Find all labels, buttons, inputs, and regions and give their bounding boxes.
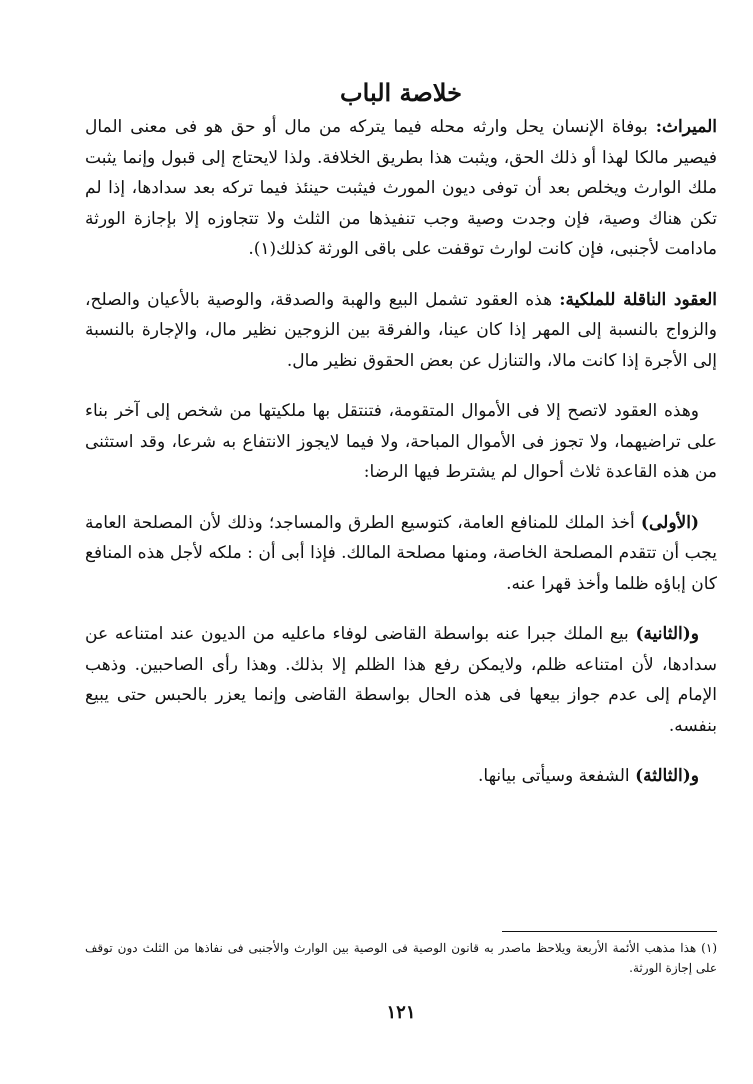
page-number: ١٢١ [386,1002,416,1023]
paragraph-transfer-contracts [85,285,717,377]
paragraph-text: هذه العقود تشمل البيع والهبة والصدقة، والوصية بالأعيان والصلح، والزواج بالنسبة إلى المهر إذا كان عينا، والفرقة بين الزوجين نظير مال، والإجارة بالنسبة إلى الأجرة إذا كانت مالا، والتنازل عن بعض الحقوق نظير مال. [85,289,717,371]
paragraph-text: بيع الملك جبرا عنه بواسطة القاضى لوفاء ماعليه من الديون عند امتناعه عن سدادها، لأن امتناعه ظلم، ولايمكن رفع هذا الظلم إلا بذلك. وهذا رأى الصاحبين. وذهب الإمام إلى عدم جواز بيعها فى هذه الحال بواسطة القاضى وإنما يعزر بالحبس حتى يبيع بنفسه. [85,624,717,736]
footnote: (١) هذا مذهب الأئمة الأربعة ويلاحظ ماصدر به قانون الوصية فى الوصية بين الوارث والأجنبى فى نفاذها من الثلث دون توقف على إجازة الورثة. [85,941,717,975]
paragraph-text: وهذه العقود لاتصح إلا فى الأموال المتقومة، فتنتقل بها ملكيتها من شخص إلى آخر بناء على تراضيهما، ولا تجوز فى الأموال المباحة، ولا فيما لايجوز الانتفاع به شرعا، وقد استثنى من هذه القاعدة ثلاث أحوال لم يشترط فيها الرضا: [85,401,717,482]
footnote-divider [502,931,717,932]
section-title: خلاصة الباب [340,78,462,107]
paragraph-lead: الميراث: [655,117,717,137]
paragraph-inheritance [85,112,717,265]
document-page [85,0,717,1084]
paragraph-text: الشفعة وسيأتى بيانها. [478,766,636,786]
paragraph-third-case [85,761,717,792]
paragraph-conditions [85,396,717,488]
paragraph-first-case [85,508,717,600]
paragraph-text: بوفاة الإنسان يحل وارثه محله فيما يتركه من مال أو حق هو فى معنى المال فيصير مالكا لهذا أو ذلك الحق، ويثبت هذا بطريق الخلافة. ولذا لايحتاج إلى قبول وإنما يثبت ملك الوارث ويخلص بعد أن توفى ديون المورث فيثبت حينئذ فيما تركه بعد سدادها، إذا لم تكن هناك وصية، فإن وجدت وصية وجب تنفيذها من الثلث ولا تتجاوزه إلا بإجازة الورثة مادامت لأجنبى، فإن كانت لوارث توقفت على باقى الورثة كذلك(١). [85,117,717,259]
paragraph-lead: و(الثالثة) [635,766,699,786]
paragraph-lead: و(الثانية) [635,624,699,644]
paragraph-text: أخذ الملك للمنافع العامة، كتوسيع الطرق والمساجد؛ وذلك لأن المصلحة العامة يجب أن تتقدم المصلحة الخاصة، ومنها مصلحة المالك. فإذا أبى أن : ملكه لأجل هذه المنافع كان إباؤه ظلما وأخذ قهرا عنه. [85,512,717,594]
body-text [85,112,717,812]
paragraph-lead: (الأولى) [640,512,699,533]
paragraph-lead: العقود الناقلة للملكية: [559,289,717,310]
paragraph-second-case [85,619,717,741]
